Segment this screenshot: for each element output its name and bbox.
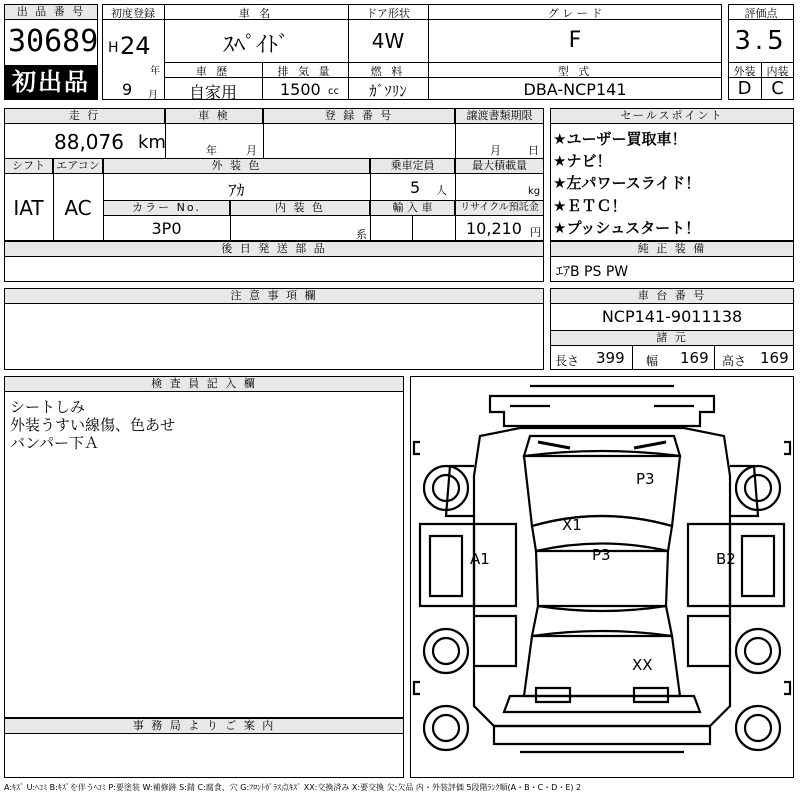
inspector-line-2: 外装うすい線傷、色あせ <box>10 416 176 434</box>
int-color-label: 内 装 色 <box>230 200 370 216</box>
transfer-month-unit: 月 <box>490 144 501 157</box>
sales-point-5: ★プッシュスタート！ <box>553 219 701 237</box>
first-listing-badge: 初出品 <box>5 65 97 99</box>
office-label: 事 務 局 よ り ご 案 内 <box>4 718 404 734</box>
length-value: 399 <box>596 349 625 367</box>
capacity-value: 5 <box>410 178 421 197</box>
import-label: 輸 入 車 <box>370 200 455 216</box>
fuel-label: 燃 料 <box>370 65 406 78</box>
load-unit: kg <box>528 186 541 197</box>
sales-point-1: ★ユーザー買取車！ <box>553 130 687 148</box>
dims-label: 諸 元 <box>550 330 794 346</box>
exterior-grade-label: 外装 <box>733 65 756 78</box>
capacity-unit: 人 <box>436 184 447 197</box>
chassis-value: NCP141-9011138 <box>601 307 743 326</box>
ext-color-label: 外 装 色 <box>103 158 370 174</box>
lot-label: 出 品 番 号 <box>4 4 98 20</box>
recycle-value: 10,210 <box>466 219 522 238</box>
width-label: 幅 <box>646 354 659 368</box>
era-letter: H <box>108 40 119 56</box>
later-parts-label: 後 日 発 送 部 品 <box>4 241 544 257</box>
displacement-value: 1500 <box>280 80 321 99</box>
grade-value: F <box>568 28 582 53</box>
reg-number-label: 登 録 番 号 <box>263 108 455 124</box>
door-value: 4W <box>371 29 405 53</box>
aircon-value: AC <box>64 196 92 220</box>
chassis-label: 車 台 番 号 <box>550 288 794 304</box>
interior-grade-label: 内装 <box>766 65 789 78</box>
inspector-line-1: シートしみ <box>10 398 86 416</box>
month-unit: 月 <box>148 90 158 101</box>
height-label: 高さ <box>722 354 747 368</box>
specs-table <box>4 108 544 241</box>
recycle-unit: 円 <box>530 226 541 239</box>
inspector-label: 検 査 員 記 入 欄 <box>4 376 404 392</box>
score-value: 3.5 <box>734 26 788 56</box>
month-value: 9 <box>122 80 133 99</box>
transfer-day-unit: 日 <box>528 144 539 157</box>
width-value: 169 <box>680 349 709 367</box>
car-diagram <box>410 376 794 778</box>
mark-left-side: A1 <box>470 550 490 568</box>
capacity-label: 乗車定員 <box>370 158 455 174</box>
history-label: 車 歴 <box>195 65 231 78</box>
color-no-label: カラー No. <box>103 200 230 216</box>
history-value: 自家用 <box>188 83 237 102</box>
mileage-label: 走 行 <box>4 108 165 124</box>
legend-text: A:ｷｽﾞ U:ﾍｺﾐ B:ｷｽﾞを伴うﾍｺﾐ P:要塗装 W:補修跡 S:錆 C:腐食、穴 G:ﾌﾛﾝﾄｶﾞﾗｽ点ｷｽﾞ XX:交換済み X:要交換 欠:欠品 内・外装評価 5段階ﾗﾝｸ順(A・B・C・D・E) 2 <box>4 783 582 792</box>
sales-point-4: ★ＥＴＣ！ <box>553 197 627 215</box>
ext-color-value: ｱｶ <box>228 181 245 200</box>
transfer-label: 譲渡書類期限 <box>455 108 544 124</box>
mark-windshield: X1 <box>562 516 582 534</box>
shift-value: IAT <box>13 196 44 220</box>
car-name-label: 車 名 <box>238 7 274 20</box>
displacement-unit: cc <box>328 86 339 97</box>
sales-point-3: ★左パワースライド！ <box>553 174 701 192</box>
mark-roof: P3 <box>592 546 611 564</box>
recycle-label: リサイクル預託金 <box>455 200 544 216</box>
mileage-unit: km <box>138 132 166 153</box>
fuel-value: ｶﾞｿﾘﾝ <box>369 82 407 100</box>
equipment-value: ｴｱB PS PW <box>556 264 629 280</box>
sales-points-label: セールスポイント <box>550 108 794 124</box>
sales-point-2: ★ナビ！ <box>553 152 612 170</box>
equipment-label: 純 正 装 備 <box>550 241 794 257</box>
exterior-grade-value: D <box>737 78 752 99</box>
grade-label: グ レ ー ド <box>547 7 603 20</box>
first-reg-label: 初度登録 <box>111 7 155 20</box>
year-value: 24 <box>120 32 151 60</box>
inspection-label: 車 検 <box>165 108 263 124</box>
notes-label: 注 意 事 項 欄 <box>4 288 544 304</box>
displacement-label: 排 気 量 <box>277 65 333 78</box>
aircon-label: エアコン <box>53 158 103 174</box>
door-label: ドア形状 <box>366 7 410 20</box>
load-label: 最大積載量 <box>455 158 544 174</box>
interior-grade-value: C <box>771 78 784 99</box>
mark-rear: XX <box>632 656 653 674</box>
mileage-value: 88,076 <box>54 130 124 154</box>
shift-label: シフト <box>4 158 53 174</box>
inspection-year-unit: 年 <box>206 144 217 157</box>
mark-right-side: B2 <box>716 550 736 568</box>
height-value: 169 <box>760 349 789 367</box>
inspection-month-unit: 月 <box>246 144 257 157</box>
int-color-unit: 系 <box>356 228 367 241</box>
color-no-value: 3P0 <box>151 219 182 238</box>
score-label: 評価点 <box>744 7 778 20</box>
model-label: 型 式 <box>557 65 593 78</box>
lot-number: 30689 <box>8 24 99 59</box>
inspector-line-3: バンパー下Ａ <box>10 434 99 452</box>
year-unit: 年 <box>150 66 160 77</box>
car-name: ｽﾍﾟｲﾄﾞ <box>222 33 289 58</box>
length-label: 長さ <box>555 354 580 368</box>
mark-hood: P3 <box>636 470 655 488</box>
model-value: DBA-NCP141 <box>523 80 627 99</box>
